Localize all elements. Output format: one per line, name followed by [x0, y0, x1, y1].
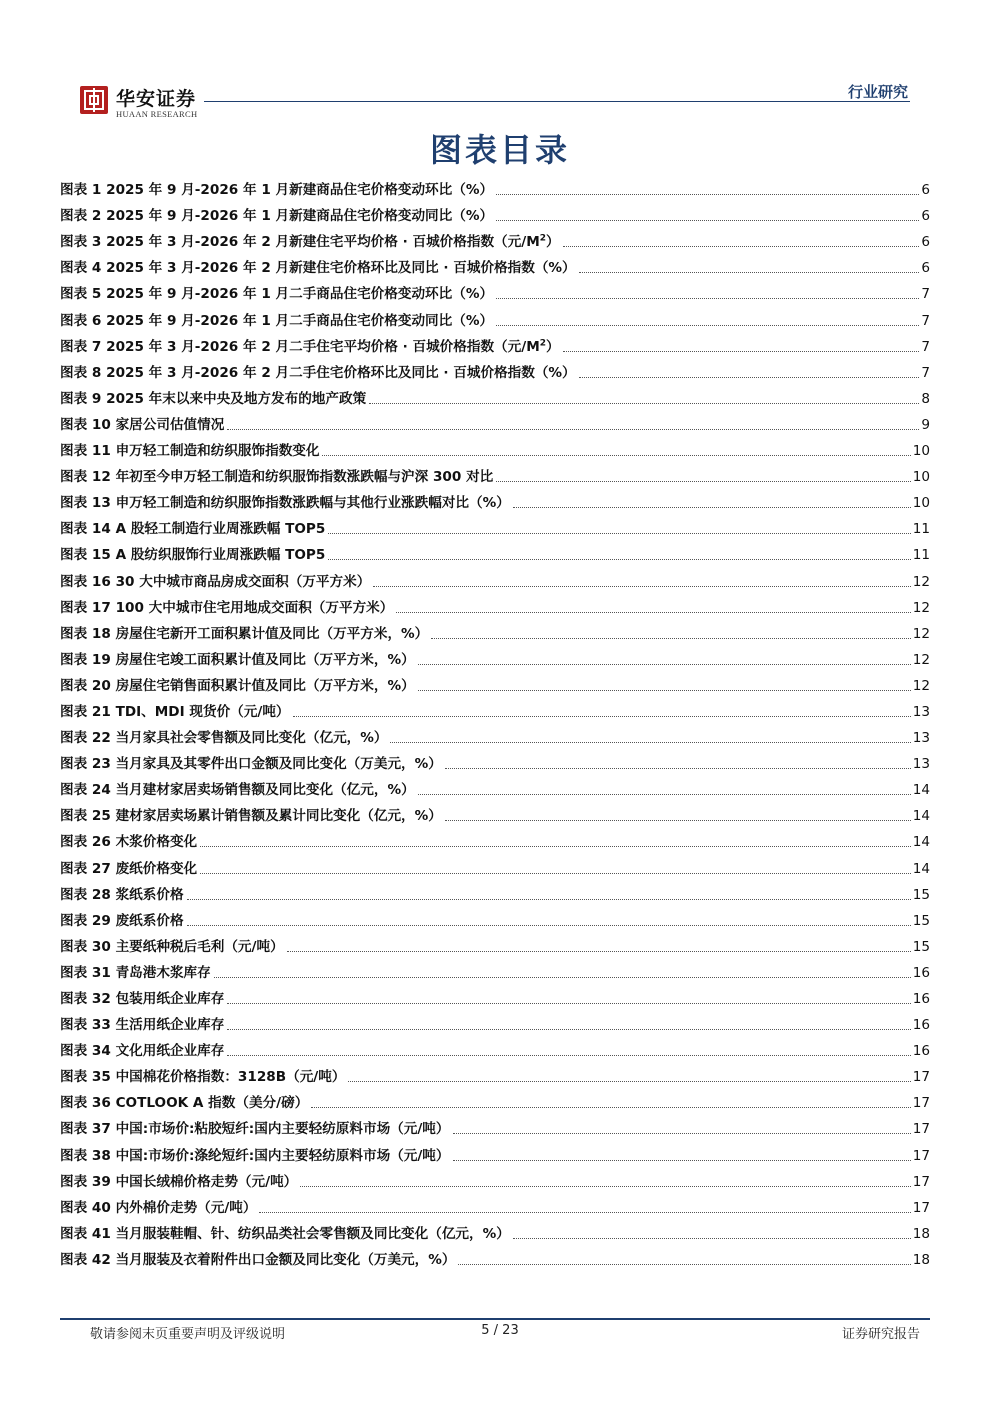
- toc-entry-label[interactable]: 图表 7 2025 年 3 月-2026 年 2 月二手住宅平均价格 · 百城价格指数（元$/M^2$）: [60, 338, 560, 355]
- toc-entry[interactable]: [60, 486, 930, 512]
- toc-entry-page[interactable]: 12: [912, 573, 930, 590]
- toc-entry-label[interactable]: 图表 25 建材家居卖场累计销售额及累计同比变化（亿元，%）: [60, 808, 442, 825]
- toc-entry[interactable]: [60, 277, 930, 303]
- toc-entry-page[interactable]: 6: [921, 260, 930, 277]
- toc-dot-leader: [418, 793, 911, 795]
- table-of-figures: [60, 173, 930, 1269]
- toc-entry-label[interactable]: 图表 28 浆纸系价格: [60, 886, 184, 903]
- toc-entry-label[interactable]: 图表 4 2025 年 3 月-2026 年 2 月新建住宅价格环比及同比 · 百城价格指数（%）: [60, 260, 576, 277]
- toc-dot-leader: [496, 219, 919, 221]
- toc-dot-leader: [328, 532, 910, 534]
- toc-entry[interactable]: [60, 669, 930, 695]
- toc-dot-leader: [513, 506, 911, 508]
- toc-entry-label[interactable]: 图表 37 中国:市场价:粘胶短纤:国内主要轻纺原料市场（元/吨）: [60, 1121, 450, 1138]
- toc-entry-page[interactable]: 7: [921, 312, 930, 329]
- toc-entry-page[interactable]: 13: [912, 703, 930, 720]
- toc-dot-leader: [259, 1211, 910, 1213]
- toc-entry[interactable]: [60, 303, 930, 329]
- toc-dot-leader: [227, 428, 919, 430]
- toc-entry-page[interactable]: 14: [912, 834, 930, 851]
- toc-entry-page[interactable]: 10: [912, 495, 930, 512]
- toc-dot-leader: [300, 1185, 910, 1187]
- toc-entry[interactable]: [60, 747, 930, 773]
- toc-entry[interactable]: [60, 330, 930, 356]
- toc-entry[interactable]: [60, 225, 930, 251]
- toc-dot-leader: [187, 898, 911, 900]
- toc-entry[interactable]: [60, 643, 930, 669]
- header-divider: [204, 101, 910, 102]
- toc-entry[interactable]: [60, 512, 930, 538]
- toc-dot-leader: [227, 1002, 910, 1004]
- toc-entry-page[interactable]: 11: [912, 547, 930, 564]
- toc-entry-page[interactable]: 12: [912, 651, 930, 668]
- toc-entry-page[interactable]: 7: [921, 338, 930, 355]
- footer-disclaimer: 敬请参阅末页重要声明及评级说明: [90, 1327, 286, 1342]
- brand-name-cn: 华安证券: [116, 88, 197, 110]
- footer-report-label: 证券研究报告: [841, 1327, 920, 1342]
- toc-entry-label[interactable]: 图表 3 2025 年 3 月-2026 年 2 月新建住宅平均价格 · 百城价格指数（元$/M^2$）: [60, 233, 560, 251]
- toc-entry-label[interactable]: 图表 20 房屋住宅销售面积累计值及同比（万平方米，%）: [60, 677, 415, 694]
- toc-entry-label[interactable]: 图表 35 中国棉花价格指数：3128B（元/吨）: [60, 1069, 346, 1086]
- toc-dot-leader: [453, 1132, 911, 1134]
- toc-entry-label[interactable]: 图表 42 当月服装及衣着附件出口金额及同比变化（万美元，%）: [60, 1251, 456, 1268]
- toc-entry-label[interactable]: 图表 8 2025 年 3 月-2026 年 2 月二手住宅价格环比及同比 · 百城价格指数（%）: [60, 364, 576, 381]
- page-header: [0, 0, 1000, 130]
- toc-entry-label[interactable]: 图表 30 主要纸种税后毛利（元/吨）: [60, 938, 284, 955]
- toc-dot-leader: [496, 324, 919, 326]
- toc-entry-label[interactable]: 图表 34 文化用纸企业库存: [60, 1043, 225, 1060]
- toc-dot-leader: [445, 767, 911, 769]
- toc-entry-page[interactable]: 11: [912, 521, 930, 538]
- toc-entry-page[interactable]: 18: [912, 1225, 930, 1242]
- toc-entry-page[interactable]: 12: [912, 599, 930, 616]
- toc-entry-page[interactable]: 12: [912, 625, 930, 642]
- toc-entry-label[interactable]: 图表 1 2025 年 9 月-2026 年 1 月新建商品住宅价格变动环比（%）: [60, 182, 494, 199]
- toc-entry-page[interactable]: 13: [912, 756, 930, 773]
- toc-entry[interactable]: [60, 564, 930, 590]
- toc-dot-leader: [418, 689, 911, 691]
- toc-dot-leader: [563, 350, 920, 352]
- toc-entry-page[interactable]: 17: [912, 1069, 930, 1086]
- toc-entry-label[interactable]: 图表 16 30 大中城市商品房成交面积（万平方米）: [60, 573, 371, 590]
- toc-dot-leader: [187, 924, 911, 926]
- toc-entry-label[interactable]: 图表 12 年初至今申万轻工制造和纺织服饰指数涨跌幅与沪深 300 对比: [60, 469, 494, 486]
- toc-dot-leader: [563, 245, 920, 247]
- toc-dot-leader: [445, 819, 911, 821]
- toc-entry[interactable]: [60, 1217, 930, 1243]
- toc-dot-leader: [293, 715, 911, 717]
- toc-entry[interactable]: [60, 538, 930, 564]
- toc-entry-label[interactable]: 图表 23 当月家具及其零件出口金额及同比变化（万美元，%）: [60, 756, 442, 773]
- toc-entry-page[interactable]: 12: [912, 677, 930, 694]
- toc-dot-leader: [453, 1159, 911, 1161]
- toc-entry[interactable]: [60, 1060, 930, 1086]
- toc-entry-label[interactable]: 图表 18 房屋住宅新开工面积累计值及同比（万平方米，%）: [60, 625, 429, 642]
- toc-entry-label[interactable]: 图表 13 申万轻工制造和纺织服饰指数涨跌幅与其他行业涨跌幅对比（%）: [60, 495, 510, 512]
- toc-entry[interactable]: [60, 773, 930, 799]
- toc-entry[interactable]: [60, 1243, 930, 1269]
- toc-entry[interactable]: [60, 825, 930, 851]
- toc-entry-page[interactable]: 16: [912, 964, 930, 981]
- toc-entry-label[interactable]: 图表 10 家居公司估值情况: [60, 416, 225, 433]
- toc-entry[interactable]: [60, 617, 930, 643]
- toc-entry[interactable]: [60, 408, 930, 434]
- toc-dot-leader: [214, 976, 911, 978]
- huaan-logo-icon: [80, 86, 108, 114]
- toc-entry-page[interactable]: 8: [921, 390, 930, 407]
- toc-dot-leader: [431, 637, 910, 639]
- toc-dot-leader: [496, 297, 919, 299]
- toc-entry[interactable]: [60, 851, 930, 877]
- toc-entry-label[interactable]: 图表 19 房屋住宅竣工面积累计值及同比（万平方米，%）: [60, 651, 415, 668]
- toc-dot-leader: [227, 1028, 910, 1030]
- toc-entry[interactable]: [60, 1086, 930, 1112]
- toc-entry-page[interactable]: 15: [912, 912, 930, 929]
- toc-entry-page[interactable]: 6: [921, 208, 930, 225]
- toc-entry-page[interactable]: 17: [912, 1121, 930, 1138]
- toc-entry-label[interactable]: 图表 31 青岛港木浆库存: [60, 964, 211, 981]
- toc-entry-page[interactable]: 14: [912, 782, 930, 799]
- toc-entry-label[interactable]: 图表 11 申万轻工制造和纺织服饰指数变化: [60, 443, 320, 460]
- toc-entry-label[interactable]: 图表 21 TDI、MDI 现货价（元/吨）: [60, 703, 290, 720]
- toc-entry[interactable]: [60, 878, 930, 904]
- toc-entry-label[interactable]: 图表 41 当月服装鞋帽、针、纺织品类社会零售额及同比变化（亿元，%）: [60, 1225, 510, 1242]
- report-type-label: 行业研究: [847, 83, 908, 101]
- toc-entry-label[interactable]: 图表 5 2025 年 9 月-2026 年 1 月二手商品住宅价格变动环比（%）: [60, 286, 494, 303]
- toc-entry-page[interactable]: 13: [912, 730, 930, 747]
- toc-entry-page[interactable]: 15: [912, 938, 930, 955]
- toc-dot-leader: [396, 611, 910, 613]
- toc-dot-leader: [227, 1054, 910, 1056]
- footer-divider: [60, 1318, 930, 1320]
- toc-dot-leader: [496, 193, 919, 195]
- toc-entry-label[interactable]: 图表 17 100 大中城市住宅用地成交面积（万平方米）: [60, 599, 394, 616]
- toc-entry-page[interactable]: 10: [912, 469, 930, 486]
- toc-entry-label[interactable]: 图表 24 当月建材家居卖场销售额及同比变化（亿元，%）: [60, 782, 415, 799]
- toc-dot-leader: [200, 845, 911, 847]
- toc-dot-leader: [322, 454, 910, 456]
- toc-entry-page[interactable]: 16: [912, 991, 930, 1007]
- toc-entry[interactable]: [60, 1112, 930, 1138]
- toc-entry-label[interactable]: 图表 22 当月家具社会零售额及同比变化（亿元，%）: [60, 730, 388, 747]
- toc-entry-page[interactable]: 7: [921, 364, 930, 381]
- toc-entry-label[interactable]: 图表 38 中国:市场价:涤纶短纤:国内主要轻纺原料市场（元/吨）: [60, 1147, 450, 1164]
- toc-entry-label[interactable]: 图表 32 包装用纸企业库存: [60, 991, 225, 1007]
- toc-entry-label[interactable]: 图表 14 A 股轻工制造行业周涨跌幅 TOP5: [60, 521, 326, 538]
- toc-entry[interactable]: [60, 799, 930, 825]
- toc-dot-leader: [418, 663, 911, 665]
- toc-entry-page[interactable]: 14: [912, 808, 930, 825]
- toc-entry-label[interactable]: 图表 26 木浆价格变化: [60, 834, 198, 851]
- toc-dot-leader: [579, 376, 920, 378]
- toc-entry[interactable]: [60, 356, 930, 382]
- toc-entry[interactable]: [60, 434, 930, 460]
- toc-entry[interactable]: [60, 591, 930, 617]
- toc-entry-page[interactable]: 10: [912, 443, 930, 460]
- toc-dot-leader: [390, 741, 910, 743]
- toc-entry-page[interactable]: 17: [912, 1147, 930, 1164]
- toc-entry[interactable]: [60, 1034, 930, 1060]
- toc-dot-leader: [287, 950, 911, 952]
- toc-entry[interactable]: [60, 251, 930, 277]
- toc-entry[interactable]: [60, 721, 930, 747]
- toc-entry-page[interactable]: 17: [912, 1199, 930, 1216]
- toc-dot-leader: [496, 480, 910, 482]
- toc-dot-leader: [579, 271, 920, 273]
- toc-entry-label[interactable]: 图表 40 内外棉价走势（元/吨）: [60, 1199, 257, 1216]
- toc-dot-leader: [458, 1263, 910, 1265]
- toc-entry[interactable]: [60, 382, 930, 408]
- toc-entry-page[interactable]: 7: [921, 286, 930, 303]
- toc-entry[interactable]: [60, 904, 930, 930]
- toc-entry-page[interactable]: 18: [912, 1251, 930, 1268]
- toc-entry[interactable]: [60, 930, 930, 956]
- toc-entry-label[interactable]: 图表 15 A 股纺织服饰行业周涨跌幅 TOP5: [60, 547, 326, 564]
- toc-entry-label[interactable]: 图表 36 COTLOOK A 指数（美分/磅）: [60, 1095, 309, 1112]
- toc-entry-page[interactable]: 16: [912, 1043, 930, 1060]
- footer-page-number: 5 / 23: [481, 1323, 519, 1338]
- toc-entry-page[interactable]: 6: [921, 234, 930, 251]
- toc-entry-label[interactable]: 图表 6 2025 年 9 月-2026 年 1 月二手商品住宅价格变动同比（%）: [60, 312, 494, 329]
- page-title: 图表目录: [429, 131, 570, 169]
- toc-dot-leader: [200, 872, 911, 874]
- toc-entry-page[interactable]: 16: [912, 1017, 930, 1034]
- toc-dot-leader: [311, 1106, 910, 1108]
- toc-entry-page[interactable]: 17: [912, 1173, 930, 1190]
- toc-entry-label[interactable]: 图表 39 中国长绒棉价格走势（元/吨）: [60, 1173, 298, 1190]
- toc-entry[interactable]: [60, 173, 930, 199]
- toc-entry[interactable]: [60, 1138, 930, 1164]
- toc-dot-leader: [348, 1080, 910, 1082]
- brand-name-en: HUAAN RESEARCH: [116, 109, 198, 119]
- toc-dot-leader: [369, 402, 919, 404]
- toc-entry-page[interactable]: 15: [912, 886, 930, 903]
- toc-entry[interactable]: [60, 1165, 930, 1191]
- toc-dot-leader: [373, 585, 910, 587]
- toc-entry-label[interactable]: 图表 29 废纸系价格: [60, 912, 184, 929]
- toc-entry-page[interactable]: 17: [912, 1095, 930, 1112]
- toc-entry[interactable]: [60, 695, 930, 721]
- toc-entry-label[interactable]: 图表 27 废纸价格变化: [60, 860, 198, 877]
- toc-entry-page[interactable]: 6: [921, 182, 930, 199]
- toc-entry-label[interactable]: 图表 2 2025 年 9 月-2026 年 1 月新建商品住宅价格变动同比（%）: [60, 208, 494, 225]
- toc-dot-leader: [513, 1237, 911, 1239]
- toc-entry[interactable]: [60, 1008, 930, 1034]
- toc-entry[interactable]: [60, 1191, 930, 1217]
- toc-dot-leader: [328, 558, 910, 560]
- toc-entry-page[interactable]: 14: [912, 860, 930, 877]
- toc-entry[interactable]: [60, 199, 930, 225]
- toc-entry[interactable]: [60, 460, 930, 486]
- toc-entry-label[interactable]: 图表 33 生活用纸企业库存: [60, 1017, 225, 1034]
- toc-entry[interactable]: [60, 956, 930, 982]
- toc-entry-label[interactable]: 图表 9 2025 年末以来中央及地方发布的地产政策: [60, 390, 367, 407]
- toc-entry-page[interactable]: 9: [921, 416, 930, 433]
- toc-entry[interactable]: [60, 982, 930, 1008]
